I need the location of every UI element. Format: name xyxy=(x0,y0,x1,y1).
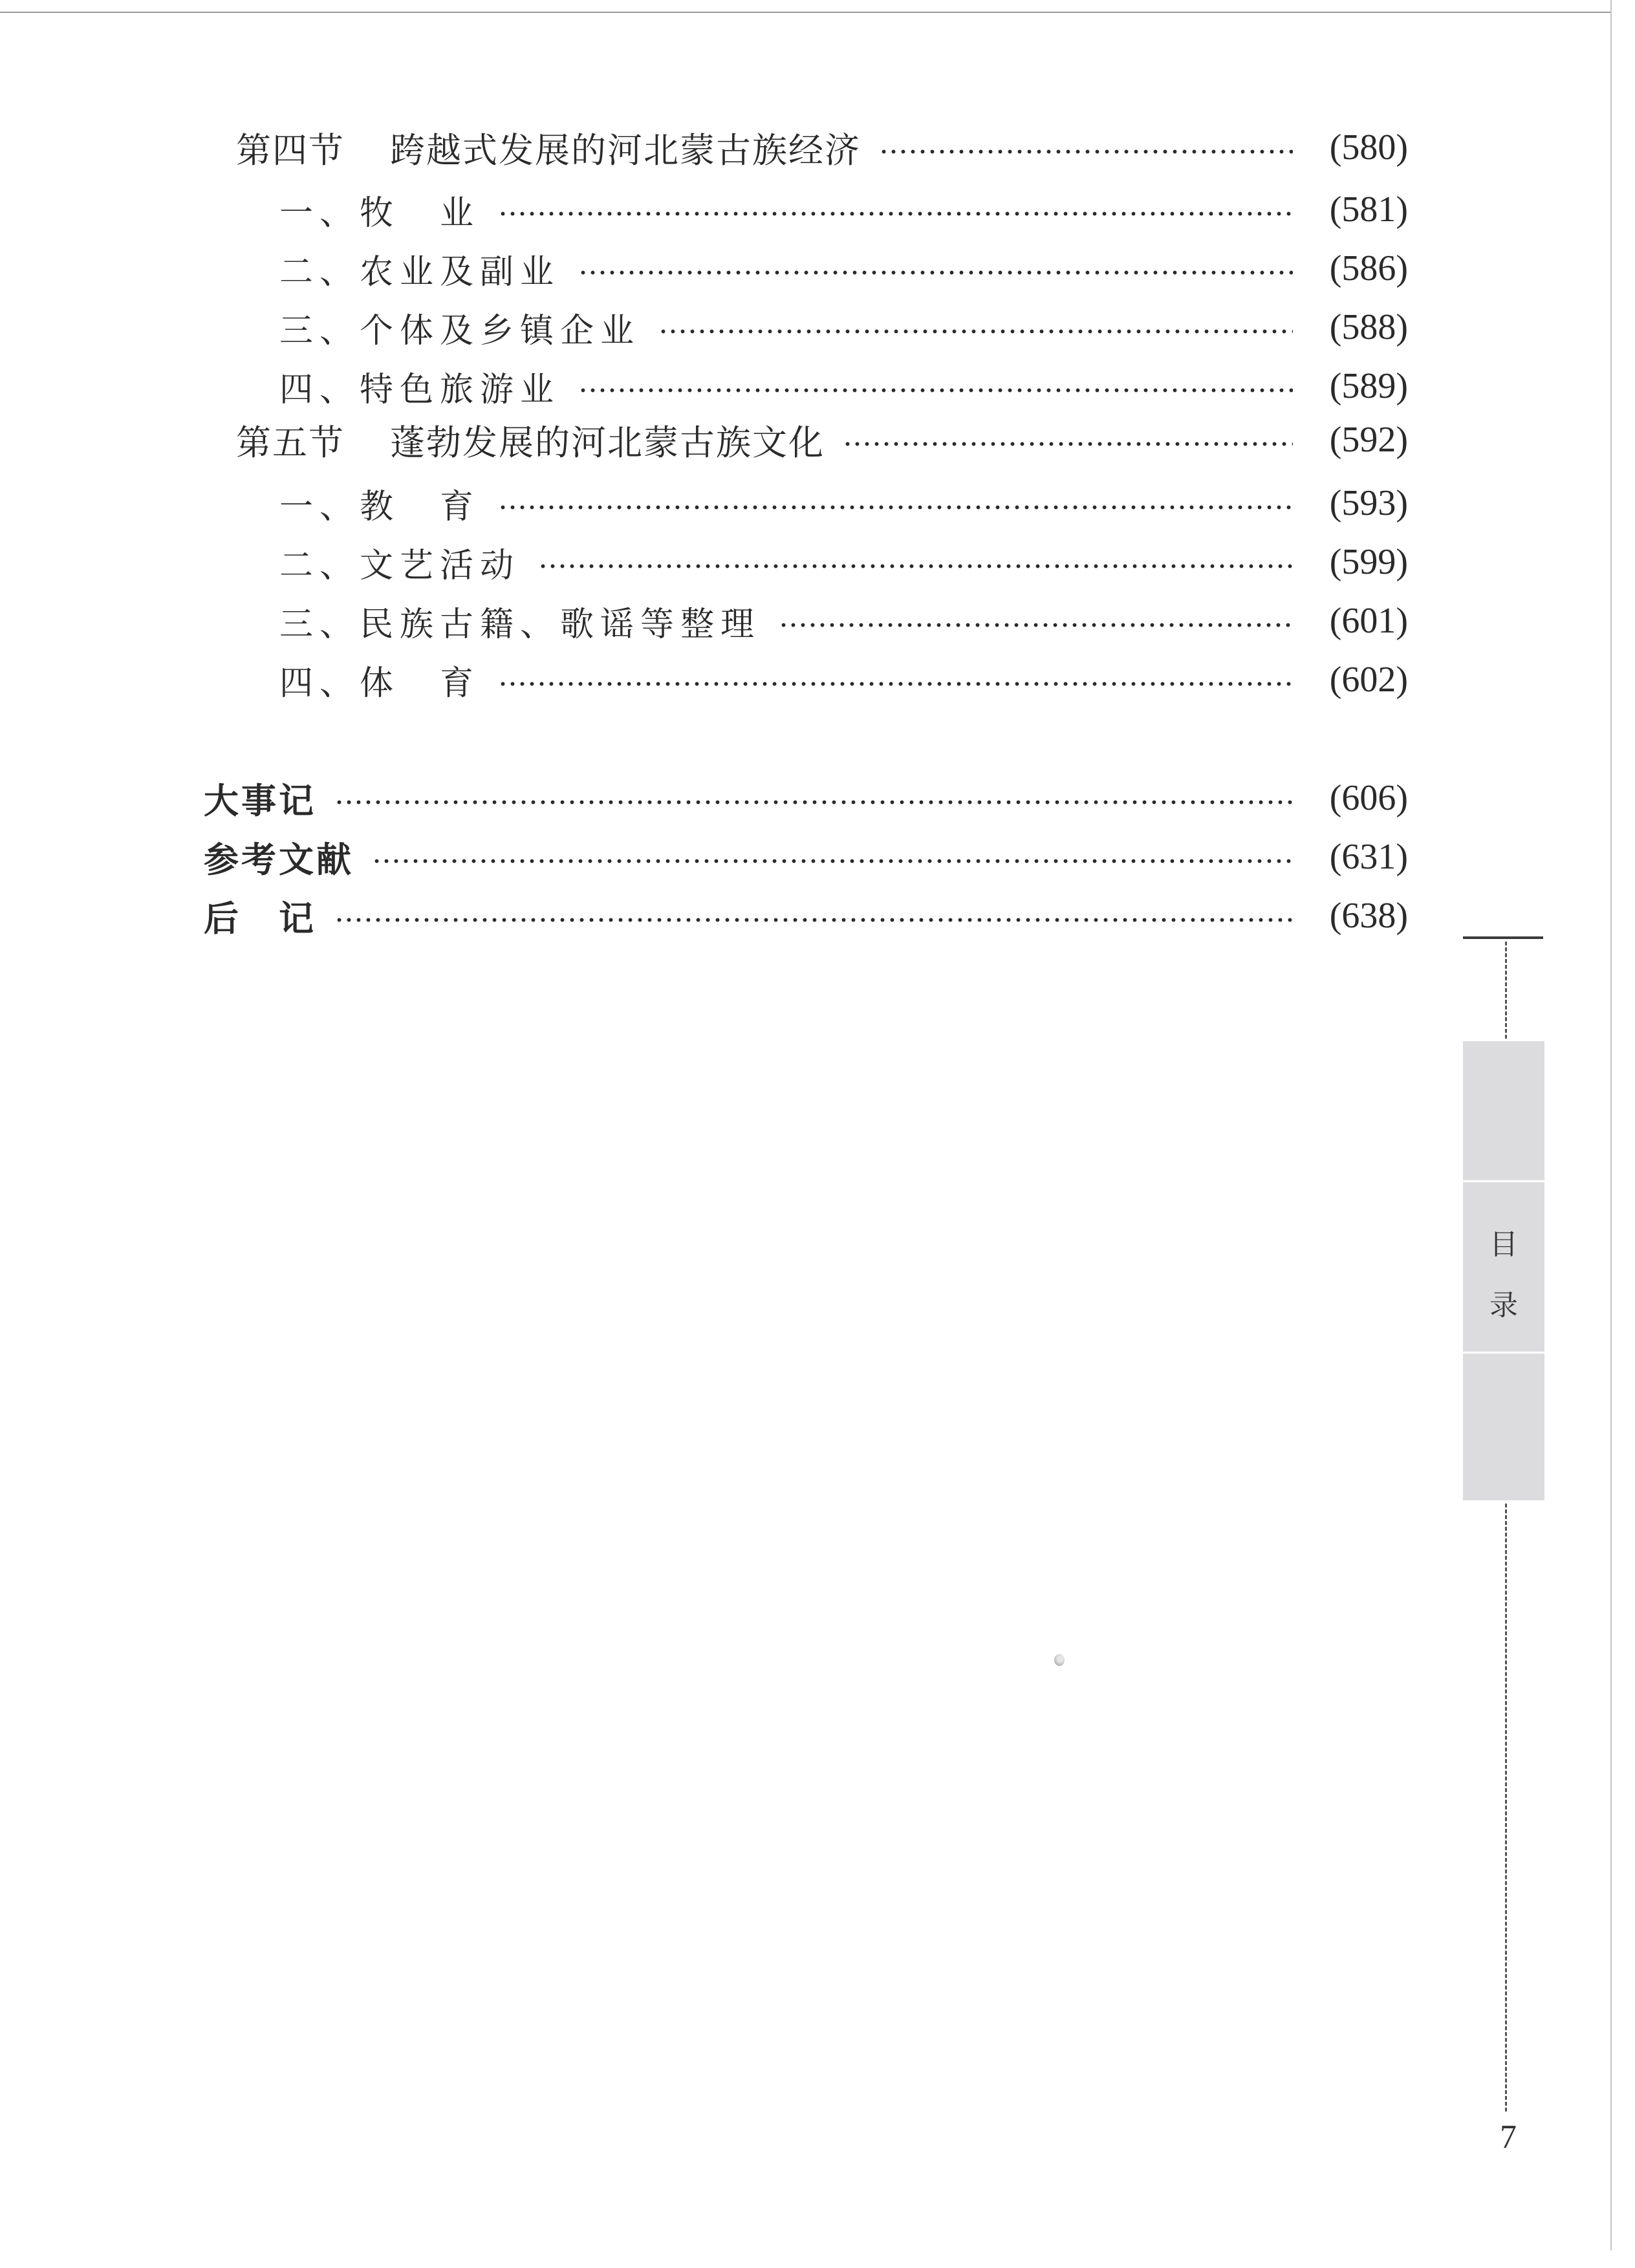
tab-char: 目 xyxy=(1489,1228,1518,1261)
dot-leader xyxy=(372,858,1293,864)
dot-leader xyxy=(498,211,1293,217)
page-reference: (592) xyxy=(1329,420,1408,460)
page-reference: (602) xyxy=(1329,660,1408,700)
tab-divider xyxy=(1463,1180,1544,1182)
toc-entry-title xyxy=(236,415,825,465)
toc-item[interactable] xyxy=(279,300,1408,354)
page-reference: (601) xyxy=(1329,601,1408,641)
chapter-tab xyxy=(1463,1041,1544,1500)
toc-entry-title: 大事记 xyxy=(204,780,316,821)
page-reference: (593) xyxy=(1329,483,1408,523)
tab-dashed-line-upper xyxy=(1505,942,1507,1039)
right-page-edge xyxy=(1610,0,1612,2251)
toc-main-entry[interactable] xyxy=(204,889,1408,943)
tab-dashed-line-lower xyxy=(1505,1504,1507,2111)
dot-leader xyxy=(334,799,1293,805)
dot-leader xyxy=(578,387,1293,393)
page-reference: (638) xyxy=(1329,896,1408,936)
toc-section-5[interactable] xyxy=(236,413,1408,467)
toc-entry-title xyxy=(236,123,861,173)
tab-divider xyxy=(1463,1352,1544,1354)
top-border-line xyxy=(0,12,1610,13)
tab-char: 录 xyxy=(1489,1289,1518,1322)
scan-speck xyxy=(1054,1654,1065,1666)
toc-item[interactable] xyxy=(279,476,1408,530)
toc-entry-title: 后 记 xyxy=(204,898,316,939)
dot-leader xyxy=(498,681,1293,687)
section-title: 蓬勃发展的河北蒙古族文化 xyxy=(390,422,825,463)
toc-entry-title: 一、牧 业 xyxy=(279,193,481,233)
toc-entry-title: 参考文献 xyxy=(204,839,354,880)
dot-leader xyxy=(879,149,1293,155)
page-reference: (589) xyxy=(1329,366,1408,406)
toc-main-entry[interactable] xyxy=(204,771,1408,825)
dot-leader xyxy=(538,563,1293,569)
page-reference: (606) xyxy=(1329,778,1408,818)
section-label: 第五节 xyxy=(236,422,345,463)
dot-leader xyxy=(843,441,1293,447)
toc-entry-title: 三、民族古籍、歌谣等整理 xyxy=(279,605,761,644)
toc-item[interactable] xyxy=(279,535,1408,589)
toc-item[interactable] xyxy=(279,594,1408,648)
tab-top-rule xyxy=(1463,936,1543,939)
toc-section-4[interactable] xyxy=(236,120,1408,175)
dot-leader xyxy=(779,622,1293,628)
page-reference: (631) xyxy=(1329,837,1408,877)
toc-entry-title: 三、个体及乡镇企业 xyxy=(279,311,641,351)
toc-entry-title: 一、教 育 xyxy=(279,487,481,526)
page-reference: (588) xyxy=(1329,307,1408,347)
toc-item[interactable] xyxy=(279,241,1408,296)
section-title: 跨越式发展的河北蒙古族经济 xyxy=(390,129,861,171)
page-reference: (586) xyxy=(1329,248,1408,288)
toc-item[interactable] xyxy=(279,182,1408,237)
dot-leader xyxy=(334,917,1293,923)
section-label: 第四节 xyxy=(236,129,345,171)
toc-entry-title: 二、农业及副业 xyxy=(279,252,561,292)
page-reference: (581) xyxy=(1329,189,1408,230)
page-reference: (580) xyxy=(1329,127,1408,167)
toc-item[interactable] xyxy=(279,359,1408,413)
toc-entry-title: 四、特色旅游业 xyxy=(279,370,561,409)
toc-item[interactable] xyxy=(279,653,1408,707)
dot-leader xyxy=(498,504,1293,510)
dot-leader xyxy=(578,270,1293,275)
page-number: 7 xyxy=(1500,2119,1517,2155)
toc-entry-title: 四、体 育 xyxy=(279,664,481,703)
toc-main-entry[interactable] xyxy=(204,830,1408,884)
page-reference: (599) xyxy=(1329,542,1408,582)
toc-entry-title: 二、文艺活动 xyxy=(279,546,521,585)
dot-leader xyxy=(658,329,1293,334)
